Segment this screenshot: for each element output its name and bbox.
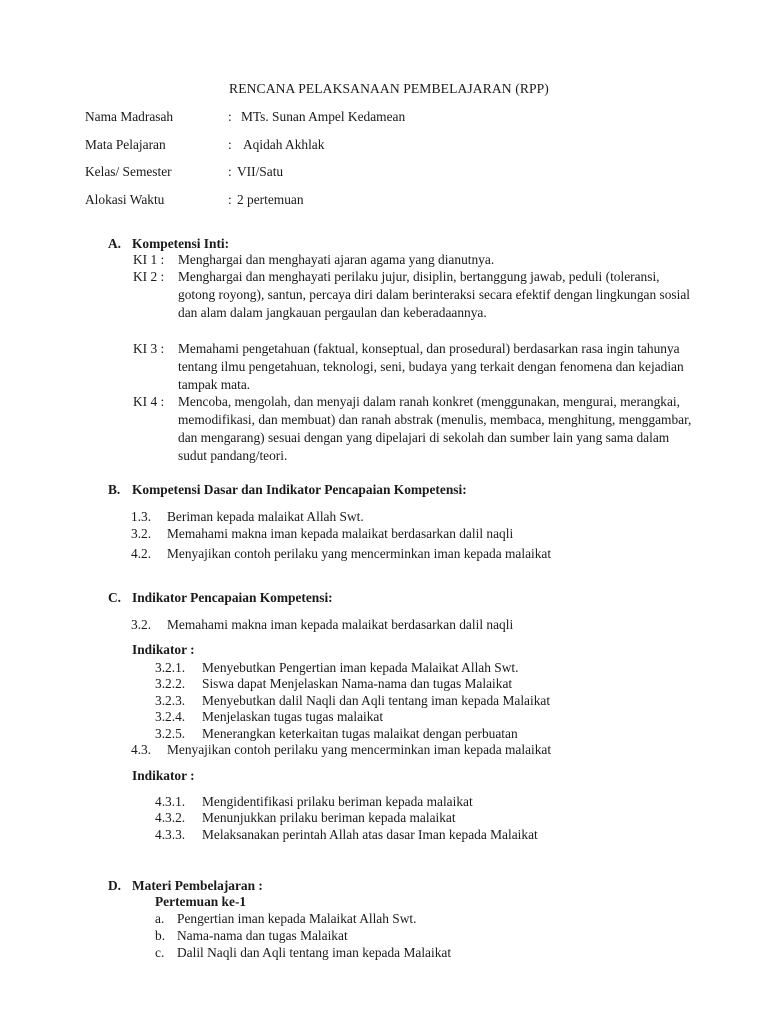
identity-label: Mata Pelajaran (85, 137, 166, 152)
section-heading: Kompetensi Dasar dan Indikator Pencapaian Kompetensi: (132, 482, 467, 497)
identity-colon: : (228, 164, 232, 179)
indikator-text: Siswa dapat Menjelaskan Nama-nama dan tugas Malaikat (202, 676, 513, 691)
materi-letter: c. (155, 945, 165, 960)
kd-text: Beriman kepada malaikat Allah Swt. (167, 509, 364, 524)
indikator-text: Melaksanakan perintah Allah atas dasar Iman kepada Malaikat (202, 827, 538, 842)
indikator-label: Indikator : (132, 642, 195, 657)
materi-letter: b. (155, 928, 166, 943)
indikator-number: 3.2.4. (155, 709, 186, 724)
materi-text: Pengertian iman kepada Malaikat Allah Swt. (177, 911, 417, 926)
pertemuan-heading: Pertemuan ke-1 (155, 894, 247, 909)
indikator-number: 3.2.1. (155, 660, 186, 675)
indikator-number: 4.3.2. (155, 810, 186, 825)
identity-colon: : (228, 109, 232, 124)
identity-colon: : (228, 192, 232, 207)
materi-text: Dalil Naqli dan Aqli tentang iman kepada Malaikat (177, 945, 452, 960)
kd-text: Menyajikan contoh perilaku yang mencerminkan iman kepada malaikat (167, 546, 552, 561)
identity-label: Alokasi Waktu (85, 192, 165, 207)
ki-label: KI 2 : (133, 269, 165, 284)
ki-label: KI 4 : (133, 394, 165, 409)
section-letter: B. (108, 482, 121, 497)
indikator-text: Menunjukkan prilaku beriman kepada malaikat (202, 810, 456, 825)
ki-label: KI 1 : (133, 252, 165, 267)
page-title: RENCANA PELAKSANAAN PEMBELAJARAN (RPP) (229, 81, 549, 96)
ki-text: Menghargai dan menghayati perilaku jujur, disiplin, bertanggung jawab, peduli (toleransi, gotong royong), santun, percaya diri dalam berinteraksi secara efektif dengan lingkungan sosial dan alam dalam jangkauan pergaulan dan keberadaannya. (178, 269, 691, 320)
identity-value: VII/Satu (237, 164, 284, 179)
ki-text: Mencoba, mengolah, dan menyaji dalam ranah konkret (menggunakan, mengurai, merangkai, memodifikasi, dan membuat) dan ranah abstrak (menulis, membaca, menghitung, menggambar, dan mengarang) sesuai dengan yang dipelajari di sekolah dan sumber lain yang sama dalam sudut pandang/teori. (178, 394, 692, 463)
indikator-text: Mengidentifikasi prilaku beriman kepada malaikat (202, 794, 473, 809)
section-heading: Kompetensi Inti: (132, 236, 230, 251)
materi-text: Nama-nama dan tugas Malaikat (177, 928, 348, 943)
section-letter: A. (108, 236, 122, 251)
indikator-number: 3.2.5. (155, 726, 186, 741)
identity-value: 2 pertemuan (237, 192, 304, 207)
kd-number: 3.2. (131, 617, 152, 632)
ki-text: Menghargai dan menghayati ajaran agama yang dianutnya. (178, 252, 495, 267)
indikator-text: Menjelaskan tugas tugas malaikat (202, 709, 384, 724)
identity-value: Aqidah Akhlak (243, 137, 325, 152)
kd-number: 4.2. (131, 546, 152, 561)
indikator-number: 4.3.3. (155, 827, 186, 842)
ki-label: KI 3 : (133, 341, 165, 356)
indikator-text: Menerangkan keterkaitan tugas malaikat dengan perbuatan (202, 726, 518, 741)
indikator-number: 3.2.2. (155, 676, 186, 691)
indikator-text: Menyebutkan Pengertian iman kepada Malaikat Allah Swt. (202, 660, 519, 675)
indikator-number: 3.2.3. (155, 693, 186, 708)
ki-text: Memahami pengetahuan (faktual, konseptual, dan prosedural) berdasarkan rasa ingin tahunya tentang ilmu pengetahuan, teknologi, seni, budaya yang terkait dengan fenomena dan kejadian tampak mata. (178, 341, 684, 392)
identity-value: MTs. Sunan Ampel Kedamean (241, 109, 406, 124)
kd-text: Memahami makna iman kepada malaikat berdasarkan dalil naqli (167, 617, 514, 632)
materi-letter: a. (155, 911, 165, 926)
indikator-text: Menyebutkan dalil Naqli dan Aqli tentang iman kepada Malaikat (202, 693, 551, 708)
section-heading: Indikator Pencapaian Kompetensi: (132, 590, 333, 605)
identity-label: Kelas/ Semester (85, 164, 172, 179)
indikator-label: Indikator : (132, 768, 195, 783)
section-letter: D. (108, 878, 122, 893)
kd-number: 4.3. (131, 742, 152, 757)
indikator-number: 4.3.1. (155, 794, 186, 809)
identity-colon: : (228, 137, 232, 152)
kd-number: 1.3. (131, 509, 152, 524)
identity-label: Nama Madrasah (85, 109, 174, 124)
kd-number: 3.2. (131, 526, 152, 541)
section-letter: C. (108, 590, 122, 605)
kd-text: Memahami makna iman kepada malaikat berdasarkan dalil naqli (167, 526, 514, 541)
kd-text: Menyajikan contoh perilaku yang mencerminkan iman kepada malaikat (167, 742, 552, 757)
section-heading: Materi Pembelajaran : (132, 878, 263, 893)
